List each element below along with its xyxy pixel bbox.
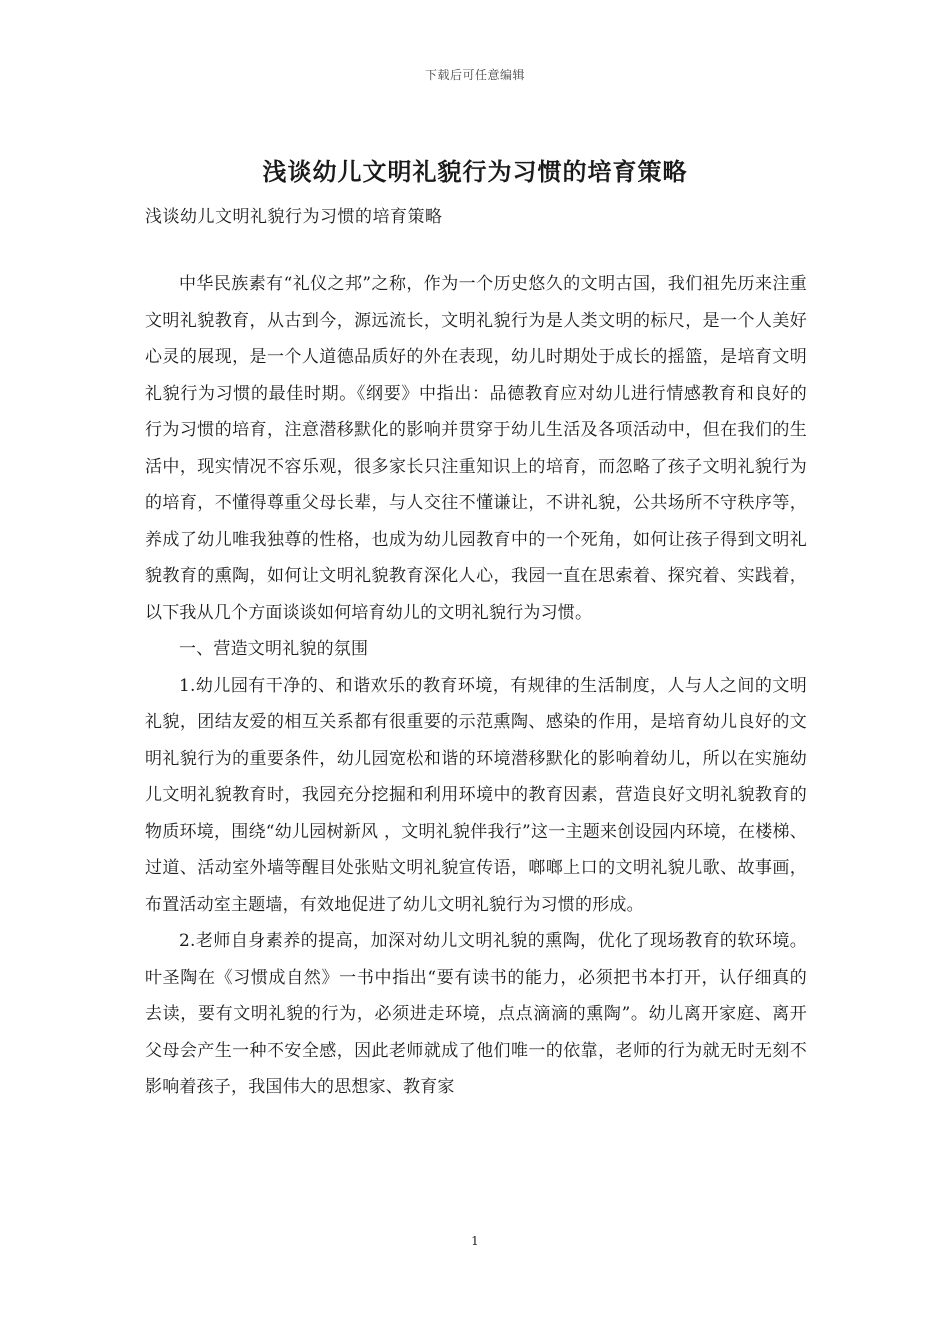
paragraph-intro: 中华民族素有“礼仪之邦”之称，作为一个历史悠久的文明古国，我们祖先历来注重文明礼貌教育，从古到今，源远流长，文明礼貌行为是人类文明的标尺，是一个人美好心灵的展现，是一个人道德品质好的外在表现，幼儿时期处于成长的摇篮，是培育文明礼貌行为习惯的最佳时期。《纲要》中指出：品德教育应对幼儿进行情感教育和良好的行为习惯的培育，注意潜移默化的影响并贯穿于幼儿生活及各项活动中，但在我们的生活中，现实情况不容乐观，很多家长只注重知识上的培育，而忽略了孩子文明礼貌行为的培育，不懂得尊重父母长辈，与人交往不懂谦让，不讲礼貌，公共场所不守秩序等，养成了幼儿唯我独尊的性格，也成为幼儿园教育中的一个死角，如何让孩子得到文明礼貌教育的熏陶，如何让文明礼貌教育深化人心，我园一直在思索着、探究着、实践着，以下我从几个方面谈谈如何培育幼儿的文明礼貌行为习惯。 bbox=[145, 274, 807, 623]
document-subtitle: 浅谈幼儿文明礼貌行为习惯的培育策略 bbox=[145, 207, 443, 227]
section-heading: 一、营造文明礼貌的氛围 bbox=[179, 639, 369, 659]
page-header-note: 下载后可任意编辑 bbox=[424, 68, 525, 82]
page-number: 1 bbox=[471, 1234, 479, 1248]
document-body bbox=[145, 266, 807, 1106]
paragraph-point-1: 1.幼儿园有干净的、和谐欢乐的教育环境，有规律的生活制度，人与人之间的文明礼貌，团结友爱的相互关系都有很重要的示范熏陶、感染的作用，是培育幼儿良好的文明礼貌行为的重要条件，幼儿园宽松和谐的环境潜移默化的影响着幼儿，所以在实施幼儿文明礼貌教育时，我园充分挖掘和利用环境中的教育因素，营造良好文明礼貌教育的物质环境，围绕“幼儿园树新风 ，文明礼貌伴我行”这一主题来创设园内环境，在楼梯、过道、活动室外墙等醒目处张贴文明礼貌宣传语，啷啷上口的文明礼貌儿歌、故事画，布置活动室主题墙，有效地促进了幼儿文明礼貌行为习惯的形成。 bbox=[145, 675, 807, 915]
paragraph-point-2: 2.老师自身素养的提高，加深对幼儿文明礼貌的熏陶，优化了现场教育的软环境。叶圣陶在《习惯成自然》一书中指出“要有读书的能力，必须把书本打开，认仔细真的去读，要有文明礼貌的行为，必须进走环境，点点滴滴的熏陶”。幼儿离开家庭、离开父母会产生一种不安全感，因此老师就成了他们唯一的依靠，老师的行为就无时无刻不影响着孩子，我国伟大的思想家、教育家 bbox=[145, 931, 807, 1097]
document-title: 浅谈幼儿文明礼貌行为习惯的培育策略 bbox=[262, 157, 688, 186]
